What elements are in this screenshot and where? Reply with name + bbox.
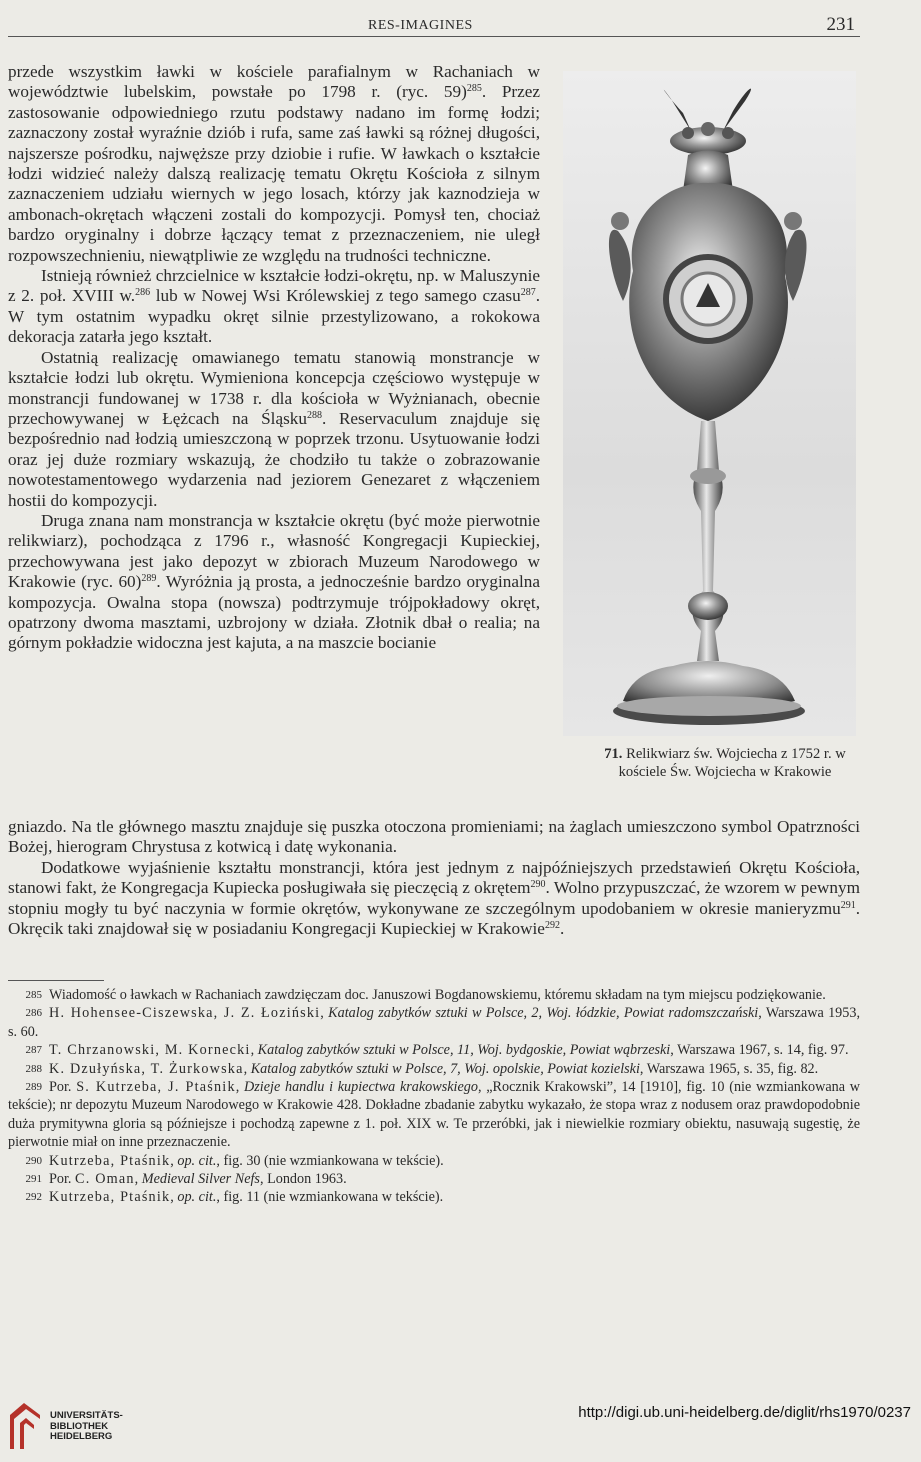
author-name: T. Chrzanowski, M. Kornecki [49, 1042, 251, 1059]
footnote-text: , Warszawa 1967, s. 14, fig. 97. [670, 1042, 849, 1059]
footnote-text: , „Rocznik Krakowski”, 14 [1910], fig. 10 (nie wzmiankowana w tekście); nr depozytu Muzeum Narodowego w Krakowie 428. Dokładne zbadanie zabytku wykazało, że stopa wraz z nodusem oraz prawdopodobnie duża prymitywna gloria są późniejsze i pochodzą zapewne z 1. poł. XIX w. Te przeróbki, jak i niewielkie rozmiary obiektu, nasuwają sugestię, że pierwotnie miał on inne przeznaczenie. [8, 1079, 860, 1151]
footnote [8, 1188, 860, 1206]
author-name: H. Hohensee-Ciszewska, J. Z. Łoziński [49, 1005, 321, 1022]
paragraph-text: lub w Nowej Wsi Królewskiej z tego samego czasu [150, 286, 521, 306]
footnote-text: , London 1963. [259, 1171, 347, 1188]
header-rule [8, 36, 860, 37]
paragraph-text: Ostatnią realizację omawianego tematu stanowią monstrancje w kształcie łodzi lub okrętu. Wymieniona koncepcja częściowo występuje w monstrancji fundowanej w 1738 r. dla kościoła w Wyżnianach, obecnie przechowywanej w Łężcach na Śląsku [8, 347, 540, 428]
paragraph-text: . Wolno przypuszczać, że wzorem w pewnym stopniu mogły tu być naczynia w formie okrętów, wykonywane ze szczególnym upodobaniem w okresie manieryzmu [8, 878, 860, 918]
author-name: C. Oman [75, 1171, 135, 1188]
footnote-number: 291 [25, 1173, 42, 1186]
running-head: RES-IMAGINES [368, 18, 473, 33]
footnote-ref[interactable]: 288 [306, 409, 322, 421]
footnote [8, 1004, 860, 1041]
footnote [8, 1060, 860, 1078]
paragraph-text: Druga znana nam monstrancja w kształcie okrętu (być może pierwotnie relikwiarz), pochodząca z 1796 r., własność Kongregacji Kupieckiej, przechowywana jest jako depozyt w zbiorach Muzeum Narodowego w Krakowie (ryc. 60) [8, 510, 540, 592]
footnote-number: 292 [25, 1191, 42, 1204]
footnote-ref[interactable]: 291 [840, 899, 856, 911]
footnote-text: , [170, 1152, 178, 1169]
logo-line-2: BIBLIOTHEK [50, 1420, 109, 1432]
footnote-text: Por. [49, 1079, 77, 1096]
footnote-text: , Warszawa 1953, s. 60. [8, 1005, 861, 1040]
footnote [8, 1078, 860, 1152]
paragraph [8, 817, 860, 858]
footnote-text: , [235, 1079, 245, 1096]
footnote-number: 285 [25, 989, 42, 1001]
paragraph [8, 348, 540, 511]
work-title: op. cit. [177, 1189, 217, 1206]
paragraph-text: Istnieją również chrzcielnice w kształcie łodzi-okrętu, np. w Maluszynie z 2. poł. XVIII w. [8, 266, 540, 306]
paragraph-text: . Wyróżnia ją prosta, a jednocześnie bardzo oryginalna kompozycja. Owalna stopa (nowsza) podtrzymuje trójpokładowy okręt, opatrzony dwoma masztami, uzbrojony w działa. Złotnik dbał o realia; na górnym pokładzie widoczna jest kajuta, a na maszcie bocianie [8, 572, 540, 653]
footnote-number: 290 [25, 1154, 42, 1167]
work-title: Medieval Silver Nefs [141, 1171, 260, 1188]
footnote-text: Wiadomość o ławkach w Rachaniach zawdzięczam doc. Januszowi Bogdanowskiemu, któremu składam na tym miejscu podziękowanie. [49, 987, 826, 1003]
footnotes [8, 986, 860, 1207]
paragraph [8, 266, 540, 348]
reliquary-illustration [563, 71, 856, 736]
author-name: Kutrzeba, Ptaśnik [49, 1189, 171, 1206]
footnote-ref[interactable]: 285 [466, 83, 482, 95]
figure-number: 71. [604, 746, 623, 762]
library-logo-text [50, 1411, 123, 1443]
footnote [8, 1041, 860, 1059]
footnote-number: 288 [25, 1062, 42, 1075]
footnote-rule [8, 980, 104, 981]
footnote-text: , [170, 1189, 178, 1206]
paragraph-text: . Reservaculum znajduje się bezpośrednio nad łodzią umieszczoną w poprzek trzonu. Usytuowanie łodzi oraz jej duże rozmiary wskazują, że chodziło tu także o zobrazowanie nowotestamentowego wydarzenia nad jeziorem Genezaret z włączeniem hostii do kompozycji. [8, 408, 540, 510]
paragraph-text: . Przez zastosowanie odpowiedniego rzutu podstawy nadano im formę łodzi; zaznaczony został wyraźnie dziób i rufa, same zaś ławki są różnej długości, najszersze pośrodku, najwęższe przy dziobie i rufie. W ławkach o kształcie łodzi widzieć należy dalszą realizację tematu Okrętu Kościoła z silnym zaznaczeniem udziału wiernych w jego losach, którzy jak kaznodzieja w ambonach-okrętach włączeni zostali do kompozycji. Pomysł ten, chociaż bardzo oryginalny i dobrze łączący temat z przeznaczeniem, nie uległ rozpowszechnieniu, niewątpliwie ze względu na trudności techniczne. [8, 82, 540, 265]
footnote-number: 287 [25, 1044, 42, 1057]
footnote-text: , Warszawa 1965, s. 35, fig. 82. [639, 1060, 819, 1077]
footnote [8, 1170, 860, 1188]
footnote-ref[interactable]: 287 [520, 287, 536, 299]
footnote [8, 986, 860, 1004]
work-title: op. cit. [177, 1152, 217, 1169]
footnote-ref[interactable]: 290 [530, 879, 546, 891]
author-name: K. Dzułyńska, T. Żurkowska [49, 1060, 244, 1077]
work-title: Katalog zabytków sztuki w Polsce, 7, Woj. opolskie, Powiat kozielski [250, 1060, 640, 1077]
paragraph-text: gniazdo. Na tle głównego masztu znajduje się puszka otoczona promieniami; na żaglach umieszczono symbol Opatrzności Bożej, hierogram Chrystusa z kotwicą i datę wykonania. [8, 817, 860, 857]
paragraph [8, 62, 540, 266]
figure-caption-text: Relikwiarz św. Wojciecha z 1752 r. w kościele Św. Wojciecha w Krakowie [618, 746, 846, 780]
paragraph-text: przede wszystkim ławki w kościele parafialnym w Rachaniach w województwie lubelskim, powstałe po 1798 r. (ryc. 59) [8, 62, 540, 102]
footnote-ref[interactable]: 289 [141, 573, 157, 585]
footnote-ref[interactable]: 286 [135, 287, 151, 299]
author-name: Kutrzeba, Ptaśnik [49, 1152, 171, 1169]
figure-caption [585, 745, 865, 781]
body-text-column [8, 62, 540, 654]
footnote-ref[interactable]: 292 [544, 920, 560, 932]
footnote-number: 289 [25, 1081, 42, 1094]
footnote-text: , [250, 1042, 258, 1059]
work-title: Katalog zabytków sztuki w Polsce, 11, Woj. bydgoskie, Powiat wąbrzeski [257, 1042, 671, 1059]
body-text-full-width [8, 817, 860, 939]
work-title: Dzieje handlu i kupiectwa krakowskiego [244, 1079, 478, 1096]
source-url-link[interactable]: http://digi.ub.uni-heidelberg.de/diglit/rhs1970/0237 [578, 1404, 911, 1421]
footnote-text: , [320, 1005, 329, 1022]
page-number: 231 [826, 14, 855, 35]
footnote-text: , fig. 30 (nie wzmiankowana w tekście). [216, 1152, 444, 1169]
paragraph [8, 511, 540, 654]
logo-line-1: UNIVERSITÄTS- [50, 1410, 123, 1421]
paragraph-text: Dodatkowe wyjaśnienie kształtu monstrancji, która jest jednym z najpóźniejszych przedstawień Okrętu Kościoła, stanowi fakt, że Kongregacja Kupiecka posługiwała się pieczęcią z okrętem [8, 857, 860, 898]
university-library-logo-icon [6, 1399, 44, 1451]
footnote-text: , [243, 1060, 251, 1077]
footnote-text: , fig. 11 (nie wzmiankowana w tekście). [216, 1189, 444, 1206]
logo-line-3: HEIDELBERG [50, 1431, 113, 1442]
footnote-text: Por. [49, 1171, 76, 1188]
paragraph [8, 858, 860, 940]
paragraph-text: . W tym ostatnim wypadku okręt silnie przestylizowano, a rokokowa dekoracja zatarła jego kształt. [8, 286, 540, 347]
footnote [8, 1152, 860, 1170]
figure-reliquary-photo [563, 71, 856, 736]
paragraph-text: . Okręcik taki znajdował się w posiadaniu Kongregacji Kupieckiej w Krakowie [8, 898, 860, 939]
paragraph-text: . [559, 919, 565, 939]
work-title: Katalog zabytków sztuki w Polsce, 2, Woj. łódzkie, Powiat radomszczański [328, 1005, 759, 1022]
author-name: S. Kutrzeba, J. Ptaśnik [76, 1079, 236, 1096]
footnote-text: , [134, 1171, 142, 1188]
footnote-number: 286 [25, 1007, 42, 1020]
